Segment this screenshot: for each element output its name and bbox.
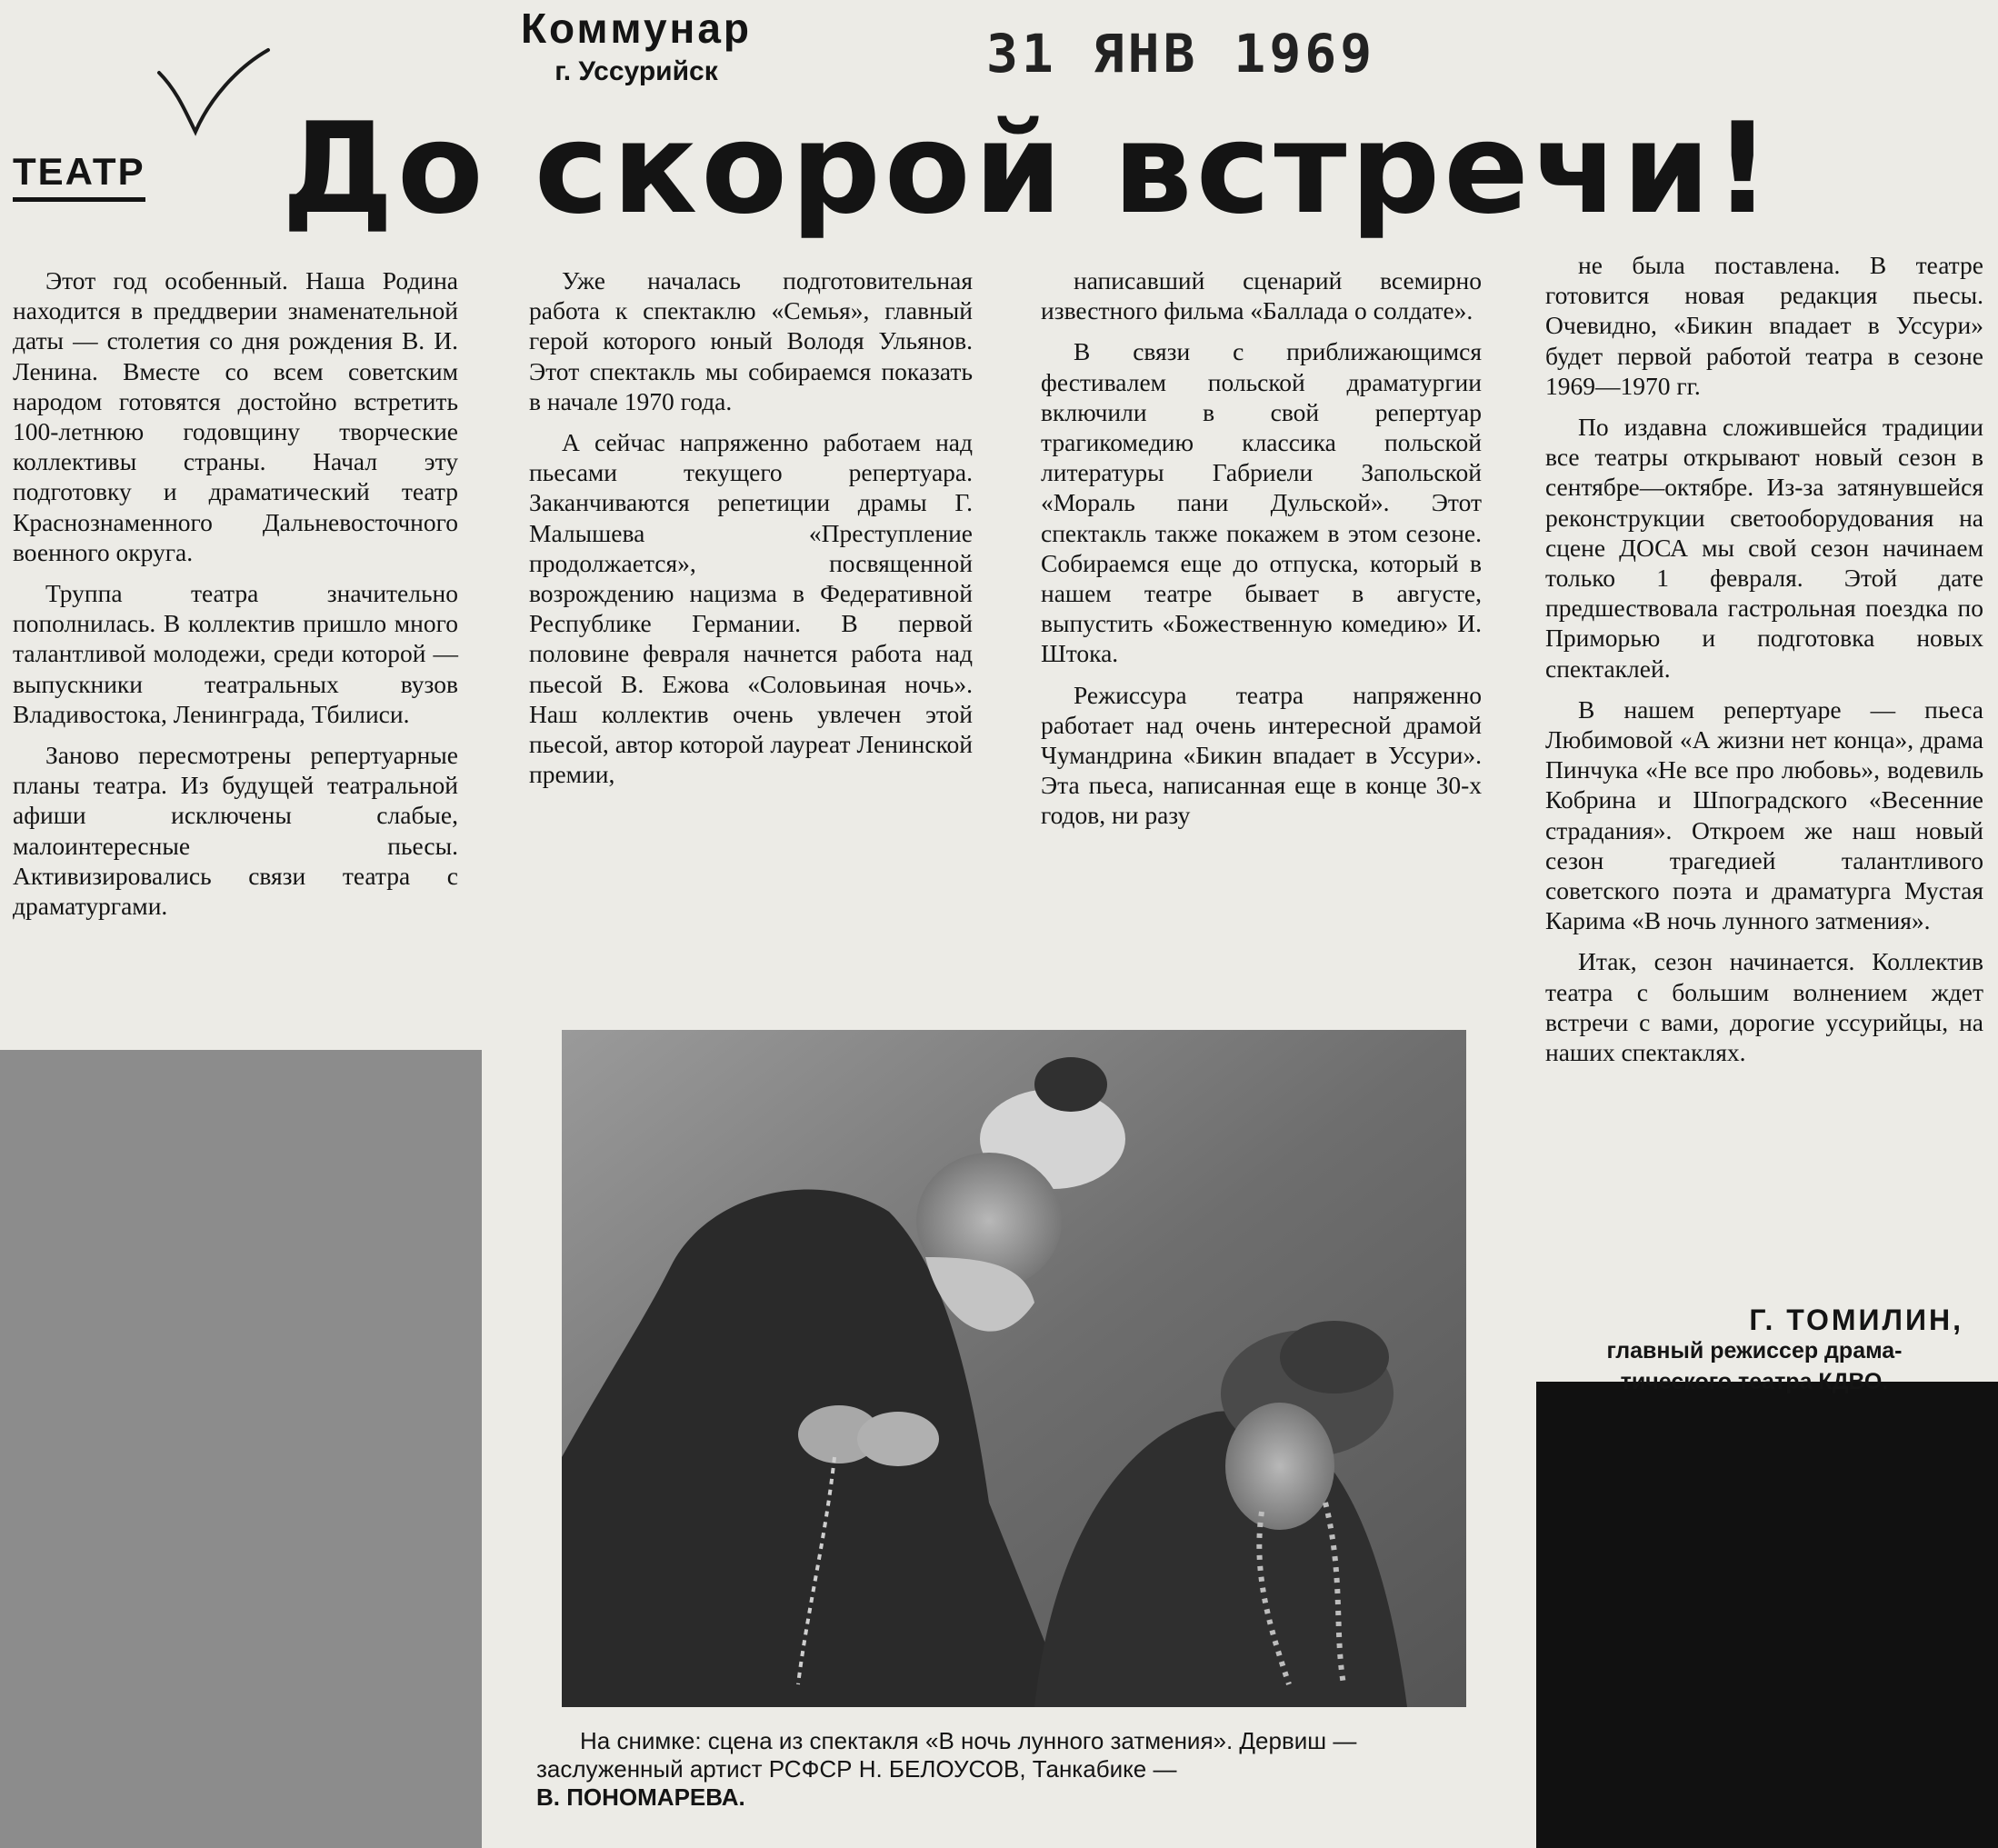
article-column-3 — [1041, 265, 1482, 842]
paragraph: По издавна сложившейся традиции все театры открывают новый сезон в сентябре—октябре. Из-за затянувшейся реконструкции светооборудования на сцене ДОСА мы свой сезон начинаем только 1 февраля. Этой дате предшествовала гастрольная поездка по Приморью и подготовка новых спектаклей. — [1545, 413, 1983, 683]
author-role-line-2: тического театра КДВО. — [1620, 1369, 1889, 1394]
author-role-line-1: главный режиссер драма- — [1606, 1338, 1903, 1364]
paragraph: В связи с приближающимся фестивалем польской драматургии включили в свой репертуар трагикомедию классика польской литературы Габриели Запольской «Мораль пани Дульской». Этот спектакль также покажем в этом сезоне. Собираемся еще до отпуска, который в нашем театре бывает в августе, выпустить «Божественную комедию» И. Штока. — [1041, 337, 1482, 668]
paragraph: Этот год особенный. Наша Родина находится в преддверии знаменательной даты — столетия со дня рождения В. И. Ленина. Вместе со всем советским народом готовятся достойно встретить 100-летнюю годовщину творческие коллективы страны. Начал эту подготовку и драматический театр Краснознаменного Дальневосточного военного округа. — [13, 266, 458, 566]
article-headline: До скорой встречи! — [282, 95, 1775, 242]
paragraph: Труппа театра значительно пополнилась. В коллектив пришло много талантливой молодежи, среди которой — выпускники театральных вузов Владивостока, Ленинграда, Тбилиси. — [13, 579, 458, 728]
caption-text: На снимке: сцена из спектакля «В ночь лунного затмения». Дервиш — заслуженный артист РСФСР Н. БЕЛОУСОВ, Танкабике — — [536, 1727, 1357, 1783]
paragraph: не была поставлена. В театре готовится новая редакция пьесы. Очевидно, «Бикин впадает в Уссури» будет первой работой театра в сезоне 1969—1970 гг. — [1545, 251, 1983, 400]
article-column-2 — [529, 265, 973, 800]
photo-caption — [536, 1727, 1500, 1812]
paragraph: Заново пересмотрены репертуарные планы театра. Из будущей театральной афиши исключены слабые, малоинтересные пьесы. Активизировались связи театра с драматургами. — [13, 741, 458, 921]
paragraph: Уже началась подготовительная работа к спектаклю «Семья», главный герой которого юный Володя Ульянов. Этот спектакль мы собираемся показать в начале 1970 года. — [529, 266, 973, 415]
scene-photo — [562, 1030, 1466, 1707]
paragraph: В нашем репертуаре — пьеса Любимовой «А жизни нет конца», драма Пинчука «Не все про любовь», водевиль Кобрина и Шпоградского «Весенние страдания». Откроем же наш новый сезон трагедией талантливого советского поэта и драматурга Мустая Карима «В ночь лунного затмения». — [1545, 694, 1983, 935]
newspaper-name: Коммунар — [520, 5, 753, 52]
scene-photo-illustration — [562, 1030, 1466, 1707]
author-signature — [1545, 1304, 1963, 1397]
date-stamp: 31 ЯНВ 1969 — [986, 23, 1376, 85]
newspaper-city: г. Уссурийск — [554, 56, 718, 86]
scan-background-gray — [0, 1050, 509, 1848]
article-column-4 — [1545, 250, 1983, 1078]
caption-names: В. ПОНОМАРЕВА. — [536, 1783, 745, 1811]
scan-background-dark — [1509, 1382, 1998, 1848]
paragraph: А сейчас напряженно работаем над пьесами текущего репертуара. Заканчиваются репетиции драмы Г. Малышева «Преступление продолжается», посвященной возрождению нацизма в Федеративной Республике Германии. В первой половине февраля начнется работа над пьесой В. Ежова «Соловьиная ночь». Наш коллектив очень увлечен этой пьесой, автор которой лауреат Ленинской премии, — [529, 428, 973, 789]
paragraph: Режиссура театра напряженно работает над очень интересной драмой Чумандрина «Бикин впадает в Уссури». Эта пьеса, написанная еще в конце 30-х годов, ни разу — [1041, 680, 1482, 830]
checkmark-icon — [155, 45, 273, 136]
article-column-1 — [13, 265, 458, 932]
paragraph: Итак, сезон начинается. Коллектив театра с большим волнением ждет встречи с вами, дорогие уссурийцы, на наших спектаклях. — [1545, 947, 1983, 1067]
rubric-label: ТЕАТР — [13, 150, 145, 202]
masthead — [473, 4, 800, 87]
author-name: Г. ТОМИЛИН, — [1749, 1304, 1963, 1336]
paragraph: написавший сценарий всемирно известного фильма «Баллада о солдате». — [1041, 266, 1482, 325]
